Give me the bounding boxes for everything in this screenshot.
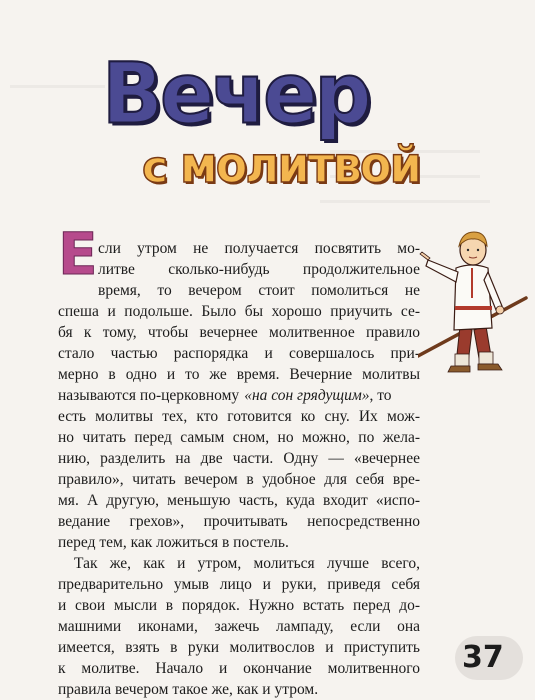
title-word: молитвой [180,136,421,194]
text-line: мя. А другую, меньшую часть, куда входит «испо- [58,492,420,509]
text-line: мерно в одно и то же время. Вечерние молитвы [58,366,420,383]
eye [467,249,469,251]
text-line: правило», читать вечером в удобное для себя вре- [58,471,420,488]
text-line: сли утром не получается посвятить мо- [98,240,420,257]
eye [477,249,479,251]
shoe-left [448,366,470,372]
text-span [239,385,420,406]
text-line: Так же, как и утром, молиться лучше всего, [74,555,420,572]
text-line: и свои мысли в порядок. Нужно встать перед до- [58,597,420,614]
italic-phrase: «на сон грядущим» [244,387,370,404]
text-line: время, то вечером стоит помолиться не [98,282,420,299]
pointing-hand [420,252,430,260]
text-line: имеется, взять в руки молитвослов и приступить [58,639,420,656]
text-line: предварительно умыв лицо и руки, приведя себя [58,576,420,593]
text-line: нию, разделить на две части. Одну — «вечернее [58,450,420,467]
shoe-right [478,364,502,370]
text-line: перед тем, как ложиться в постель. [58,534,289,551]
text-line: но читать перед самым сном, но можно, по жела- [58,429,420,446]
text-line: машними иконами, зажечь лампаду, если она [58,618,420,635]
title-line-1: Вечер [102,44,369,143]
foot-wrap-right [479,352,493,364]
text-line [58,385,420,406]
text-line: есть молитвы тех, кто готовится ко сну. Их мож- [58,408,420,425]
hand [496,306,504,314]
text-line: правила вечером такое же, как и утром. [58,681,319,698]
text-line: стало частью распорядка и совершалось при- [58,345,420,362]
text-line: ведание грехов», прочитывать непосредственно [58,513,420,530]
text-span: называются по-церковному [58,387,240,404]
raised-arm [426,260,458,282]
page-number: 37 [462,640,504,675]
title-prefix: с [142,142,169,193]
text-line: спеша и подольше. Было бы хорошо приучить се- [58,303,420,320]
foot-wrap-left [455,354,469,366]
text-line: литве сколько-нибудь продолжительное [98,261,420,278]
drop-cap-letter: Е [58,220,98,288]
bleed-through-line [320,200,490,203]
text-line: к молитве. Начало и окончание молитвенного [58,660,420,677]
body-text [58,238,420,700]
belt [455,306,492,310]
bleed-through-line [10,85,105,88]
boy-illustration [418,226,528,386]
text-line: бя к тому, чтобы вечернее молитвенное правило [58,324,420,341]
text-span: , то [369,387,392,404]
